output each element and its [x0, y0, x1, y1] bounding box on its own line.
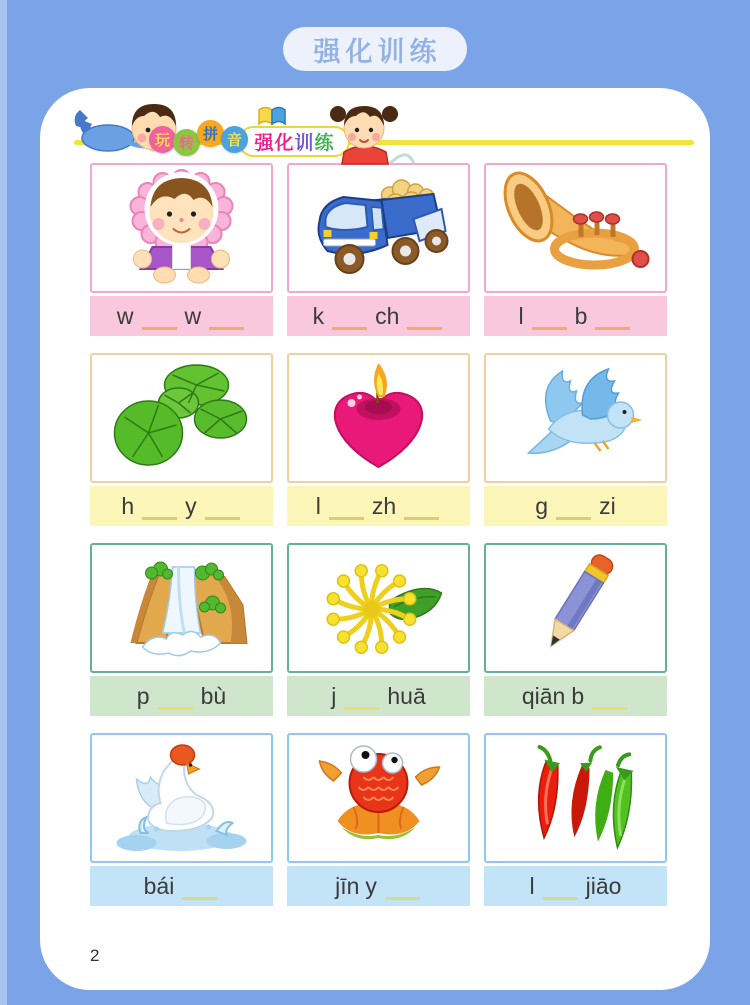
pinyin-text: p: [136, 683, 150, 709]
truck-image: [287, 163, 470, 293]
chrysanthemum-image: [287, 543, 470, 673]
page-banner: [283, 27, 467, 71]
logo-circle: 转: [173, 129, 200, 156]
pinyin-text: bái: [143, 873, 175, 899]
worksheet-card: [40, 88, 710, 990]
worksheet-cell: [484, 353, 667, 526]
chrysanthemum-illustration: [291, 547, 466, 669]
answer-blank: [329, 500, 364, 520]
worksheet-cell: [287, 353, 470, 526]
pinyin-text: ch: [375, 303, 400, 329]
answer-blank: [344, 690, 379, 710]
pinyin-text: b: [571, 683, 585, 709]
banner-title: 强化训练: [313, 36, 442, 67]
page-edge: [0, 0, 7, 1005]
pinyin-label-band: [484, 486, 667, 526]
pinyin-label-band: [90, 676, 273, 716]
pinyin-text: g: [535, 493, 549, 519]
candle-image: [287, 353, 470, 483]
peppers-image: [484, 733, 667, 863]
girl-mascot: [326, 100, 404, 166]
pinyin-label-band: [484, 296, 667, 336]
logo-circle: 玩: [149, 126, 176, 153]
header-title-char: 强: [254, 133, 274, 154]
lotus-leaves-illustration: [94, 357, 269, 479]
answer-blank: [404, 500, 439, 520]
pinyin-label-band: [287, 866, 470, 906]
worksheet-grid: [90, 163, 667, 906]
worksheet-cell: [90, 733, 273, 906]
answer-blank: [332, 310, 367, 330]
pinyin-text: l: [518, 303, 524, 329]
lotus-leaves-image: [90, 353, 273, 483]
pencil-illustration: [488, 547, 663, 669]
worksheet-cell: [90, 353, 273, 526]
answer-blank: [209, 310, 244, 330]
answer-blank: [142, 310, 177, 330]
pinyin-text: qiān: [521, 683, 566, 709]
header-title-char: 练: [314, 133, 334, 154]
pigeon-image: [484, 353, 667, 483]
worksheet-cell: [484, 733, 667, 906]
answer-blank: [556, 500, 591, 520]
doll-image: [90, 163, 273, 293]
answer-blank: [532, 310, 567, 330]
goldfish-illustration: [291, 737, 466, 859]
peppers-illustration: [488, 737, 663, 859]
answer-blank: [182, 880, 217, 900]
swan-image: [90, 733, 273, 863]
pinyin-text: y: [365, 873, 377, 899]
pinyin-text: jiāo: [585, 873, 622, 899]
truck-illustration: [291, 167, 466, 289]
doll-illustration: [94, 167, 269, 289]
pinyin-label-band: [287, 486, 470, 526]
pinyin-text: y: [185, 493, 197, 519]
answer-blank: [595, 310, 630, 330]
pinyin-text: jīn: [335, 873, 360, 899]
pinyin-label-band: [90, 486, 273, 526]
pinyin-text: l: [529, 873, 535, 899]
logo-circles: [152, 120, 248, 152]
worksheet-cell: [484, 163, 667, 336]
pinyin-label-band: [90, 866, 273, 906]
pigeon-illustration: [488, 357, 663, 479]
worksheet-cell: [287, 163, 470, 336]
header-title-char: 训: [294, 133, 314, 154]
pinyin-label-band: [484, 866, 667, 906]
answer-blank: [385, 880, 420, 900]
answer-blank: [205, 500, 240, 520]
pinyin-label-band: [287, 296, 470, 336]
pinyin-text: w: [116, 303, 134, 329]
logo-circle: 拼: [197, 120, 224, 147]
pinyin-text: zh: [371, 493, 397, 519]
pinyin-text: w: [184, 303, 202, 329]
waterfall-illustration: [94, 547, 269, 669]
worksheet-cell: [90, 543, 273, 716]
answer-blank: [142, 500, 177, 520]
pinyin-text: k: [312, 303, 325, 329]
book-icon: [256, 104, 288, 128]
header-title-char: 化: [274, 133, 294, 154]
page-number: 2: [90, 946, 100, 965]
pinyin-text: l: [315, 493, 321, 519]
swan-illustration: [94, 737, 269, 859]
candle-illustration: [291, 357, 466, 479]
pinyin-label-band: [90, 296, 273, 336]
pinyin-text: zi: [599, 493, 616, 519]
pinyin-label-band: [287, 676, 470, 716]
pinyin-text: bù: [200, 683, 227, 709]
pencil-image: [484, 543, 667, 673]
logo-circle: 音: [221, 126, 248, 153]
worksheet-cell: [90, 163, 273, 336]
waterfall-image: [90, 543, 273, 673]
answer-blank: [543, 880, 578, 900]
answer-blank: [158, 690, 193, 710]
answer-blank: [592, 690, 627, 710]
worksheet-cell: [287, 543, 470, 716]
pinyin-label-band: [484, 676, 667, 716]
answer-blank: [407, 310, 442, 330]
trumpet-illustration: [488, 167, 663, 289]
pinyin-text: h: [121, 493, 135, 519]
trumpet-image: [484, 163, 667, 293]
goldfish-image: [287, 733, 470, 863]
worksheet-cell: [287, 733, 470, 906]
pinyin-text: b: [574, 303, 588, 329]
pinyin-text: huā: [387, 683, 426, 709]
worksheet-cell: [484, 543, 667, 716]
pinyin-text: j: [331, 683, 337, 709]
